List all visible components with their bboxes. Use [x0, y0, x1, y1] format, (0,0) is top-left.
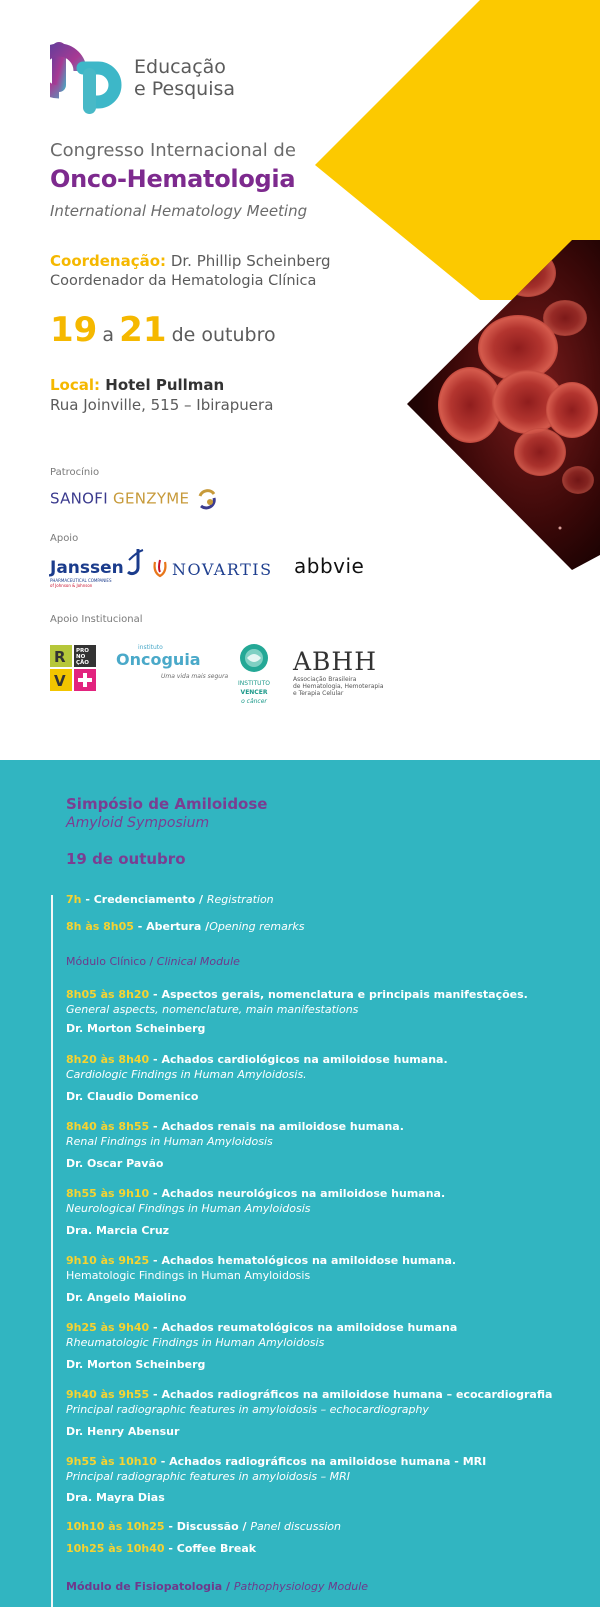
- module1-en: Clinical Module: [156, 955, 240, 968]
- talk-title: - Aspectos gerais, nomenclatura e principais manifestações.: [149, 988, 528, 1001]
- vencer-line2: VENCER: [240, 689, 268, 696]
- abhh-text: ABHH: [293, 647, 378, 676]
- registration-time: 7h: [66, 893, 82, 906]
- module2-pt: Módulo de Fisiopatologia /: [66, 1580, 234, 1593]
- coordination-role: Coordenador da Hematologia Clínica: [50, 273, 317, 289]
- coffee-break-row: [66, 1542, 256, 1555]
- abbvie-logo: abbvie: [294, 554, 365, 578]
- oncoguia-logo: [116, 644, 229, 680]
- talk-english-title: Neurological Findings in Human Amyloidosis: [66, 1202, 311, 1215]
- talk-row: [66, 988, 528, 1001]
- coffee-pt: - Coffee Break: [164, 1542, 257, 1555]
- genzyme-swirl-icon: [196, 488, 218, 510]
- opening-pt: - Abertura /: [133, 920, 210, 933]
- discussion-row: [66, 1520, 341, 1533]
- talk-time: 8h05 às 8h20: [66, 988, 150, 1001]
- svg-text:R: R: [54, 648, 66, 666]
- module-pathophysiology-row: [66, 1580, 368, 1593]
- logo-text: [134, 56, 235, 100]
- novartis-logo: [152, 558, 273, 579]
- registration-pt: - Credenciamento /: [81, 893, 207, 906]
- apoio-institucional-label: Apoio Institucional: [50, 614, 143, 625]
- talk-title: - Achados neurológicos na amiloidose humana.: [149, 1187, 446, 1200]
- coordination-line: [50, 252, 331, 270]
- event-dates: [50, 310, 276, 350]
- opening-time: 8h às 8h05: [66, 920, 134, 933]
- date-connector: a: [102, 324, 115, 346]
- talk-english-title: Rheumatologic Findings in Human Amyloidosis: [66, 1336, 325, 1349]
- talk-row: [66, 1187, 445, 1200]
- logo-line2: e Pesquisa: [134, 78, 236, 100]
- talk-english-title: Principal radiographic features in amyloidosis – MRI: [66, 1470, 351, 1483]
- coffee-time: 10h25 às 10h40: [66, 1542, 165, 1555]
- janssen-text: Janssen: [50, 558, 124, 578]
- janssen-subtext2: of Johnson & Johnson: [50, 583, 93, 588]
- talk-time: 9h25 às 9h40: [66, 1321, 150, 1334]
- talk-speaker: Dr. Oscar Pavão: [66, 1157, 164, 1170]
- discussion-en: Panel discussion: [250, 1520, 341, 1533]
- program-subtitle: Amyloid Symposium: [66, 815, 210, 831]
- congress-title: Onco-Hematologia: [50, 165, 296, 193]
- janssen-hook-icon: [126, 548, 144, 578]
- abhh-line3: e Terapia Celular: [293, 690, 344, 697]
- talk-speaker: Dra. Mayra Dias: [66, 1491, 165, 1504]
- talk-time: 8h40 às 8h55: [66, 1120, 150, 1133]
- talk-english-title: Cardiologic Findings in Human Amyloidosis.: [66, 1068, 307, 1081]
- janssen-logo: [50, 548, 144, 588]
- opening-en: Opening remarks: [209, 920, 305, 933]
- talk-title: - Achados renais na amiloidose humana.: [149, 1120, 404, 1133]
- talk-title: - Achados hematológicos na amiloidose humana.: [149, 1254, 457, 1267]
- vencer-cancer-logo: [237, 642, 271, 705]
- novartis-text: NOVARTIS: [172, 560, 273, 579]
- talk-title: - Achados reumatológicos na amiloidose humana: [149, 1321, 458, 1334]
- venue-line: [50, 376, 224, 394]
- apoio-label: Apoio: [50, 533, 79, 544]
- venue-address: Rua Joinville, 515 – Ibirapuera: [50, 396, 274, 414]
- vencer-wreath-icon: [237, 642, 271, 674]
- bp-logo-icon: [50, 40, 125, 116]
- rv-line3: ÇÃO: [76, 660, 89, 666]
- discussion-pt: - Discussão /: [164, 1520, 251, 1533]
- genzyme-text: GENZYME: [113, 489, 190, 508]
- date-start: 19: [50, 310, 98, 350]
- oncoguia-text: Oncoguia: [116, 650, 201, 669]
- talk-row: [66, 1053, 448, 1066]
- talk-speaker: Dr. Morton Scheinberg: [66, 1022, 206, 1035]
- module-clinical-row: [66, 955, 240, 968]
- registration-row: [66, 893, 274, 906]
- timeline-line: [51, 895, 53, 1607]
- venue-name: Hotel Pullman: [105, 376, 225, 394]
- vencer-line3: o câncer: [241, 698, 267, 705]
- discussion-time: 10h10 às 10h25: [66, 1520, 165, 1533]
- module1-pt: Módulo Clínico /: [66, 955, 157, 968]
- talk-row: [66, 1254, 456, 1267]
- talk-english-title: Renal Findings in Human Amyloidosis: [66, 1135, 273, 1148]
- congress-subtitle: International Hematology Meeting: [50, 202, 308, 220]
- svg-text:V: V: [54, 672, 66, 690]
- talk-english-title: Principal radiographic features in amyloidosis – echocardiography: [66, 1403, 429, 1416]
- talk-row: [66, 1321, 457, 1334]
- talk-time: 9h40 às 9h55: [66, 1388, 150, 1401]
- program-date: 19 de outubro: [66, 850, 186, 868]
- program-title: Simpósio de Amiloidose: [66, 795, 268, 813]
- talk-title: - Achados radiográficos na amiloidose humana – ecocardiografia: [149, 1388, 553, 1401]
- talk-speaker: Dr. Angelo Maiolino: [66, 1291, 187, 1304]
- opening-row: [66, 920, 304, 933]
- talk-title: - Achados cardiológicos na amiloidose humana.: [149, 1053, 448, 1066]
- talk-time: 8h55 às 9h10: [66, 1187, 150, 1200]
- talk-row: [66, 1388, 552, 1401]
- logo-line1: Educação: [134, 56, 226, 78]
- talk-time: 9h10 às 9h25: [66, 1254, 150, 1267]
- rv-pronocao-logo: [50, 645, 96, 697]
- talk-english-title: General aspects, nomenclature, main manifestations: [66, 1003, 359, 1016]
- talk-speaker: Dra. Marcia Cruz: [66, 1224, 170, 1237]
- talk-english-title: Hematologic Findings in Human Amyloidosis: [66, 1269, 311, 1282]
- talk-row: [66, 1455, 486, 1468]
- talk-row: [66, 1120, 404, 1133]
- rv-line1: PRO: [76, 648, 89, 654]
- abhh-logo: [293, 647, 384, 697]
- abhh-line1: Associação Brasileira: [293, 676, 357, 683]
- abhh-line2: de Hematologia, Hemoterapia: [293, 683, 384, 690]
- patrocinio-label: Patrocínio: [50, 467, 100, 478]
- talk-speaker: Dr. Claudio Domenico: [66, 1090, 199, 1103]
- venue-label: Local:: [50, 376, 101, 394]
- talk-time: 8h20 às 8h40: [66, 1053, 150, 1066]
- date-month: de outubro: [171, 324, 276, 346]
- date-end: 21: [119, 310, 167, 350]
- janssen-subtext1: PHARMACEUTICAL COMPANIES: [50, 578, 112, 583]
- module2-en: Pathophysiology Module: [233, 1580, 369, 1593]
- talk-time: 9h55 às 10h10: [66, 1455, 157, 1468]
- registration-en: Registration: [206, 893, 274, 906]
- coordination-label: Coordenação:: [50, 252, 167, 270]
- talk-title: - Achados radiográficos na amiloidose humana - MRI: [156, 1455, 487, 1468]
- oncoguia-tagline: Uma vida mais segura: [161, 673, 229, 680]
- talk-speaker: Dr. Morton Scheinberg: [66, 1358, 206, 1371]
- sanofi-genzyme-logo: [50, 488, 218, 510]
- oncoguia-small: instituto: [138, 644, 163, 651]
- sanofi-text: SANOFI: [50, 489, 108, 508]
- novartis-flame-icon: [152, 558, 168, 578]
- header-section: [0, 0, 600, 760]
- coordination-name: Dr. Phillip Scheinberg: [170, 252, 331, 270]
- congress-line1: Congresso Internacional de: [50, 140, 296, 161]
- rv-line2: NO: [76, 654, 86, 660]
- talk-speaker: Dr. Henry Abensur: [66, 1425, 180, 1438]
- vencer-line1: INSTITUTO: [238, 680, 270, 687]
